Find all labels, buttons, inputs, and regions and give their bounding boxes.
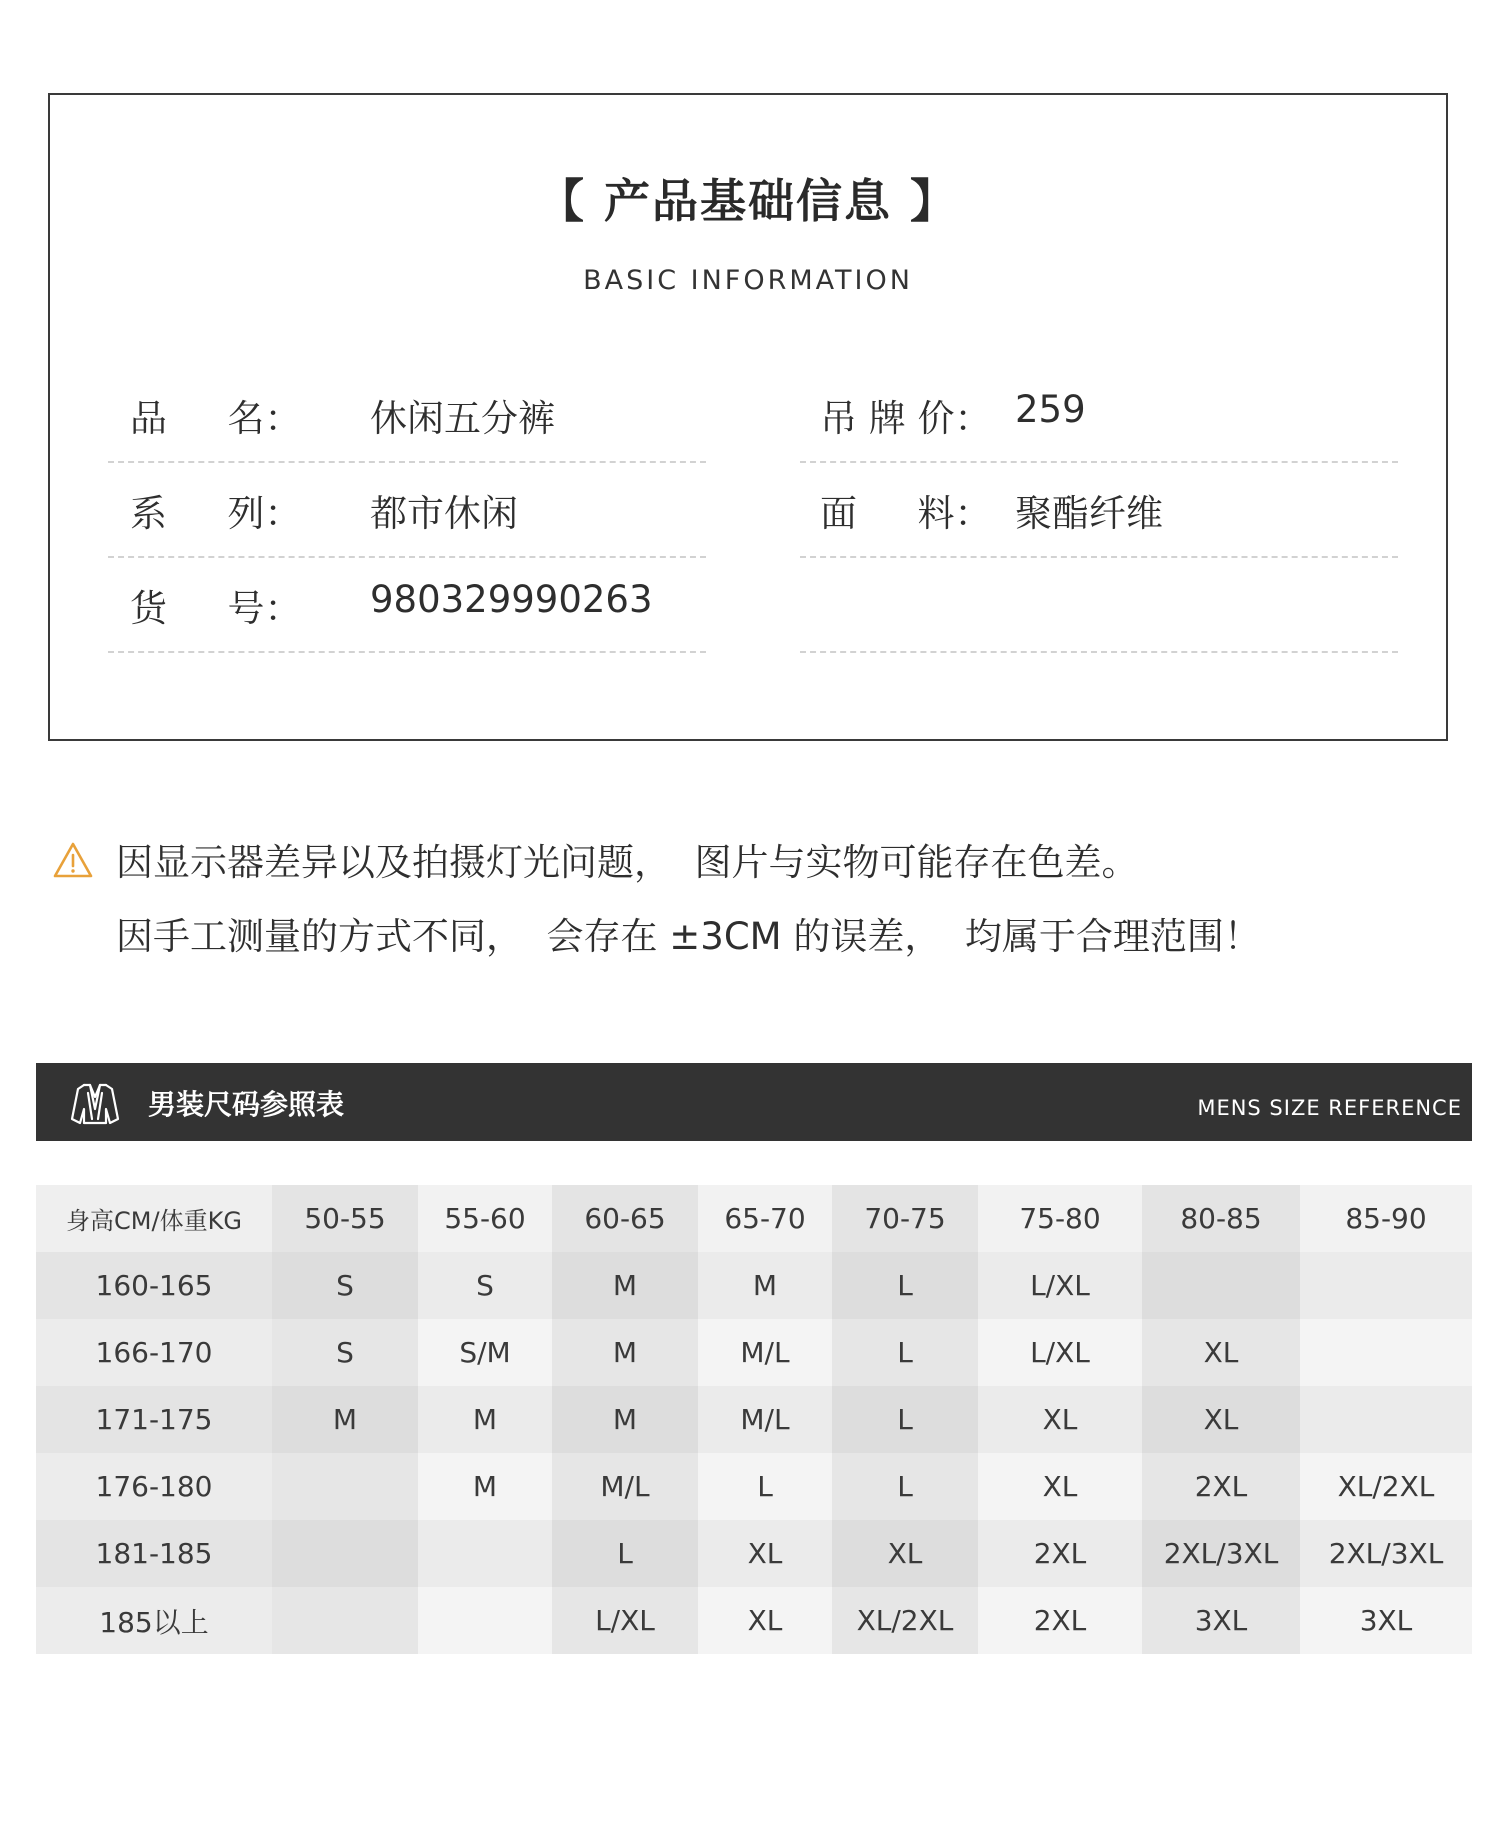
table-cell: XL [1142,1319,1300,1386]
table-row [36,1587,1472,1654]
table-cell: M/L [698,1386,832,1453]
basic-info-card [48,93,1448,741]
table-cell [272,1587,418,1654]
table-cell: L [832,1319,978,1386]
table-cell: XL/2XL [832,1587,978,1654]
table-cell: L/XL [978,1252,1142,1319]
info-label: 面 料： [820,492,992,535]
table-cell: XL [978,1453,1142,1520]
table-cell: S [418,1252,552,1319]
table-cell: S [272,1319,418,1386]
info-row-price [800,370,1398,463]
table-cell: 2XL [978,1587,1142,1654]
table-cell: 70-75 [832,1185,978,1252]
table-cell: S [272,1252,418,1319]
table-cell: 55-60 [418,1185,552,1252]
table-cell: 60-65 [552,1185,698,1252]
table-cell [272,1520,418,1587]
table-cell: 2XL [978,1520,1142,1587]
table-cell: L/XL [978,1319,1142,1386]
notice-line-2: 因手工测量的方式不同， 会存在 ±3CM 的误差， 均属于合理范围！ [116,915,1261,958]
info-row-empty [800,560,1398,653]
table-cell: L/XL [552,1587,698,1654]
table-cell: XL [978,1386,1142,1453]
table-row-label: 166-170 [36,1319,272,1386]
info-row-sku [108,560,706,653]
table-cell: M [418,1386,552,1453]
info-row-name [108,370,706,463]
size-chart-title-en: MENS SIZE REFERENCE [1197,1096,1462,1120]
info-column-left [108,370,706,653]
table-cell: M [418,1453,552,1520]
table-cell [1300,1386,1472,1453]
table-cell: M [552,1386,698,1453]
size-chart-title: 男装尺码参照表 [148,1088,345,1121]
table-cell: XL [698,1587,832,1654]
table-cell: 2XL [1142,1453,1300,1520]
info-value: 聚酯纤维 [1015,492,1163,535]
info-subtitle: BASIC INFORMATION [583,265,913,296]
table-cell: S/M [418,1319,552,1386]
table-row [36,1520,1472,1587]
table-row-label: 185以上 [36,1587,272,1654]
table-row [36,1386,1472,1453]
table-cell: XL [698,1520,832,1587]
table-cell: L [698,1453,832,1520]
table-cell [418,1587,552,1654]
table-cell: 85-90 [1300,1185,1472,1252]
info-value: 都市休闲 [370,492,518,535]
table-cell: M [272,1386,418,1453]
table-header-row [36,1185,1472,1252]
warning-icon [52,841,94,879]
info-column-right [800,370,1398,653]
table-cell: L [832,1453,978,1520]
table-cell: 2XL/3XL [1300,1520,1472,1587]
info-value: 980329990263 [370,578,653,621]
notice-line-1: 因显示器差异以及拍摄灯光问题， 图片与实物可能存在色差。 [116,841,1139,884]
table-cell: 3XL [1300,1587,1472,1654]
info-value: 休闲五分裤 [370,397,555,440]
table-cell: 2XL/3XL [1142,1520,1300,1587]
info-label: 系 列： [130,492,302,535]
table-cell: M/L [552,1453,698,1520]
table-cell: 3XL [1142,1587,1300,1654]
table-cell: XL [832,1520,978,1587]
table-row-label: 160-165 [36,1252,272,1319]
table-cell [272,1453,418,1520]
info-value: 259 [1015,388,1086,431]
table-cell: 80-85 [1142,1185,1300,1252]
table-row [36,1252,1472,1319]
table-cell: L [832,1386,978,1453]
table-cell: XL/2XL [1300,1453,1472,1520]
info-row-series [108,465,706,558]
table-row [36,1453,1472,1520]
table-row-label: 176-180 [36,1453,272,1520]
info-label: 货 号： [130,587,302,630]
info-row-fabric [800,465,1398,558]
info-title: 【 产品基础信息 】 [537,174,959,228]
table-row-label: 181-185 [36,1520,272,1587]
table-row [36,1319,1472,1386]
table-cell: M/L [698,1319,832,1386]
table-cell: 65-70 [698,1185,832,1252]
table-cell: 50-55 [272,1185,418,1252]
table-cell [1300,1319,1472,1386]
table-cell: M [552,1252,698,1319]
table-row-label: 身高CM/体重KG [36,1185,272,1252]
info-label: 品 名： [130,397,302,440]
table-cell: M [698,1252,832,1319]
table-cell: M [552,1319,698,1386]
shirt-logo-icon [70,1079,120,1127]
size-chart-header [36,1063,1472,1141]
table-cell: L [832,1252,978,1319]
table-cell [418,1520,552,1587]
table-cell: L [552,1520,698,1587]
size-table [36,1185,1472,1654]
info-label: 吊 牌 价： [820,397,992,440]
notice [52,833,1452,981]
table-cell: XL [1142,1386,1300,1453]
table-cell: 75-80 [978,1185,1142,1252]
table-cell [1142,1252,1300,1319]
table-row-label: 171-175 [36,1386,272,1453]
table-cell [1300,1252,1472,1319]
